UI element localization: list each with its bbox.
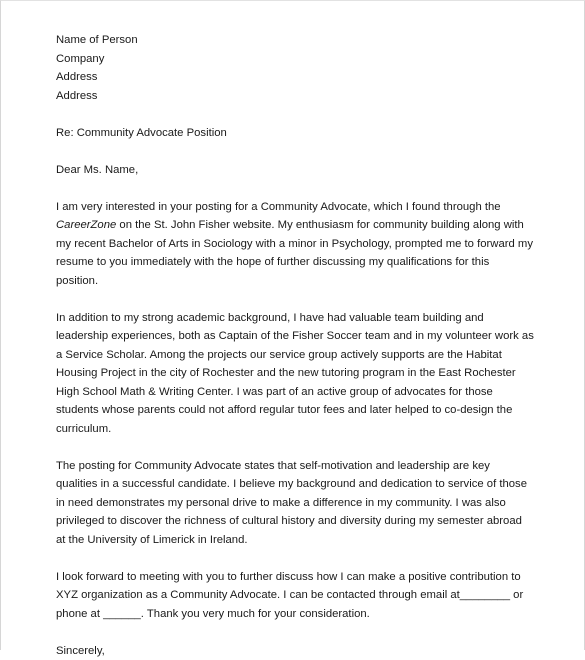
spacer [56, 549, 534, 568]
paragraph-1 [56, 198, 534, 291]
paragraph-3: The posting for Community Advocate states that self-motivation and leadership are key qualities in a successful candidate. I believe my background and dedication to service of those in need demonstrates my personal drive to make a difference in my community. I was also privileged to discover the richness of cultural history and diversity during my semester abroad at the University of Limerick in Ireland. [56, 457, 534, 550]
spacer [56, 179, 534, 198]
salutation: Dear Ms. Name, [56, 161, 534, 180]
recipient-address-line-1: Address [56, 68, 534, 87]
paragraph-2: In addition to my strong academic background, I have had valuable team building and leadership experiences, both as Captain of the Fisher Soccer team and in my volunteer work as a Service Scholar. Among the projects our service group actively supports are the Habitat Housing Project in the city of Rochester and the new tutoring program in the East Rochester High School Math & Writing Center. I was part of an active group of advocates for those students whose parents could not afford regular tutor fees and later helped to co-design the curriculum. [56, 309, 534, 439]
letter-body [56, 31, 534, 660]
spacer [56, 105, 534, 124]
recipient-name: Name of Person [56, 31, 534, 50]
spacer [56, 142, 534, 161]
closing: Sincerely, [56, 642, 534, 660]
re-line: Re: Community Advocate Position [56, 124, 534, 143]
spacer [56, 623, 534, 642]
spacer [56, 290, 534, 309]
recipient-address-line-2: Address [56, 87, 534, 106]
spacer [56, 438, 534, 457]
paragraph-4: I look forward to meeting with you to further discuss how I can make a positive contribution to XYZ organization as a Community Advocate. I can be contacted through email at________ or phone at ______. Thank you very much for your consideration. [56, 568, 534, 624]
recipient-company: Company [56, 50, 534, 69]
paragraph-1-end: on the St. John Fisher website. My enthusiasm for community building along with my recent Bachelor of Arts in Sociology with a minor in Psychology, prompted me to forward my resume to you immediately with the hope of further discussing my qualifications for this position. [56, 219, 533, 287]
careerzone-italic: CareerZone [56, 219, 116, 231]
paragraph-1-start: I am very interested in your posting for a Community Advocate, which I found through the [56, 201, 501, 213]
